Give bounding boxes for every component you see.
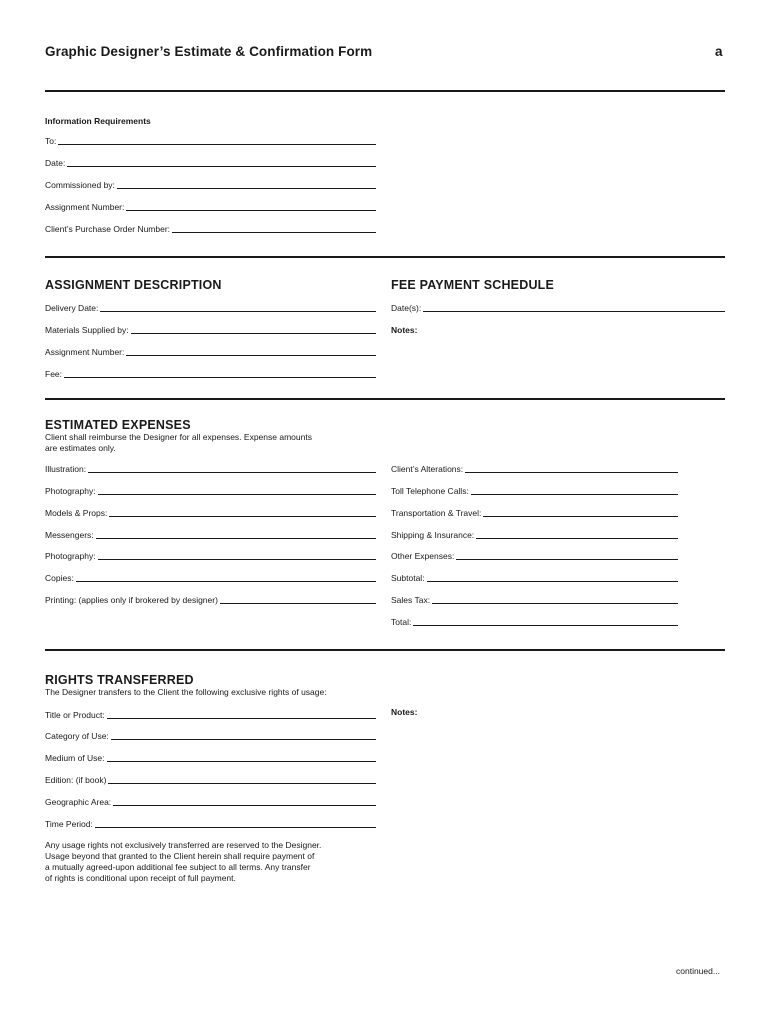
expense-transportation-field[interactable]: Transportation & Travel: bbox=[391, 508, 678, 519]
commissioned-by-field[interactable]: Commissioned by: bbox=[45, 180, 376, 191]
continued-note: continued... bbox=[676, 966, 720, 976]
expense-client-alterations-field[interactable]: Client’s Alterations: bbox=[391, 464, 678, 475]
assignment-heading: ASSIGNMENT DESCRIPTION bbox=[45, 278, 222, 292]
fee-field[interactable]: Fee: bbox=[45, 369, 376, 380]
rights-paragraph-line: Usage beyond that granted to the Client herein shall require payment of bbox=[45, 851, 315, 861]
to-field[interactable]: To: bbox=[45, 136, 376, 147]
expenses-heading: ESTIMATED EXPENSES bbox=[45, 418, 191, 432]
expense-toll-calls-field[interactable]: Toll Telephone Calls: bbox=[391, 486, 678, 497]
date-field[interactable]: Date: bbox=[45, 158, 376, 169]
rights-title-product-field[interactable]: Title or Product: bbox=[45, 710, 376, 721]
assignment-number-field[interactable]: Assignment Number: bbox=[45, 202, 376, 213]
divider-assignment bbox=[45, 256, 725, 258]
rights-subtitle: The Designer transfers to the Client the following exclusive rights of usage: bbox=[45, 687, 327, 697]
rights-notes-label: Notes: bbox=[391, 707, 418, 717]
rights-time-period-field[interactable]: Time Period: bbox=[45, 819, 376, 830]
rights-edition-field[interactable]: Edition: (if book) bbox=[45, 775, 376, 786]
divider-top bbox=[45, 90, 725, 92]
expense-photography-field[interactable]: Photography: bbox=[45, 486, 376, 497]
expense-other-field[interactable]: Other Expenses: bbox=[391, 551, 678, 562]
rights-category-field[interactable]: Category of Use: bbox=[45, 731, 376, 742]
fee-schedule-heading: FEE PAYMENT SCHEDULE bbox=[391, 278, 555, 292]
fee-notes-label: Notes: bbox=[391, 325, 418, 335]
expense-illustration-field[interactable]: Illustration: bbox=[45, 464, 376, 475]
info-heading: Information Requirements bbox=[45, 116, 151, 126]
rights-paragraph-line: a mutually agreed-upon additional fee subject to all terms. Any transfer bbox=[45, 862, 311, 872]
expense-photography-2-field[interactable]: Photography: bbox=[45, 551, 376, 562]
expenses-subtitle-1: Client shall reimburse the Designer for all expenses. Expense amounts bbox=[45, 432, 312, 442]
expense-messengers-field[interactable]: Messengers: bbox=[45, 530, 376, 541]
rights-geographic-area-field[interactable]: Geographic Area: bbox=[45, 797, 376, 808]
expense-shipping-field[interactable]: Shipping & Insurance: bbox=[391, 530, 678, 541]
expense-printing-field[interactable]: Printing: (applies only if brokered by designer) bbox=[45, 595, 376, 606]
fee-dates-field[interactable]: Date(s): bbox=[391, 303, 725, 314]
rights-heading: RIGHTS TRANSFERRED bbox=[45, 673, 194, 687]
expense-copies-field[interactable]: Copies: bbox=[45, 573, 376, 584]
expense-models-props-field[interactable]: Models & Props: bbox=[45, 508, 376, 519]
expense-total-field[interactable]: Total: bbox=[391, 617, 678, 628]
rights-paragraph-line: Any usage rights not exclusively transferred are reserved to the Designer. bbox=[45, 840, 322, 850]
form-title: Graphic Designer’s Estimate & Confirmation Form bbox=[45, 44, 373, 59]
rights-medium-field[interactable]: Medium of Use: bbox=[45, 753, 376, 764]
rights-paragraph-line: of rights is conditional upon receipt of full payment. bbox=[45, 873, 236, 883]
assignment-number-2-field[interactable]: Assignment Number: bbox=[45, 347, 376, 358]
delivery-date-field[interactable]: Delivery Date: bbox=[45, 303, 376, 314]
page-letter: a bbox=[715, 44, 723, 59]
expense-sales-tax-field[interactable]: Sales Tax: bbox=[391, 595, 678, 606]
expenses-subtitle-2: are estimates only. bbox=[45, 443, 116, 453]
expense-subtotal-field[interactable]: Subtotal: bbox=[391, 573, 678, 584]
materials-supplied-field[interactable]: Materials Supplied by: bbox=[45, 325, 376, 336]
divider-expenses bbox=[45, 398, 725, 400]
rights-paragraph bbox=[45, 840, 321, 884]
divider-rights bbox=[45, 649, 725, 651]
purchase-order-field[interactable]: Client’s Purchase Order Number: bbox=[45, 224, 376, 235]
